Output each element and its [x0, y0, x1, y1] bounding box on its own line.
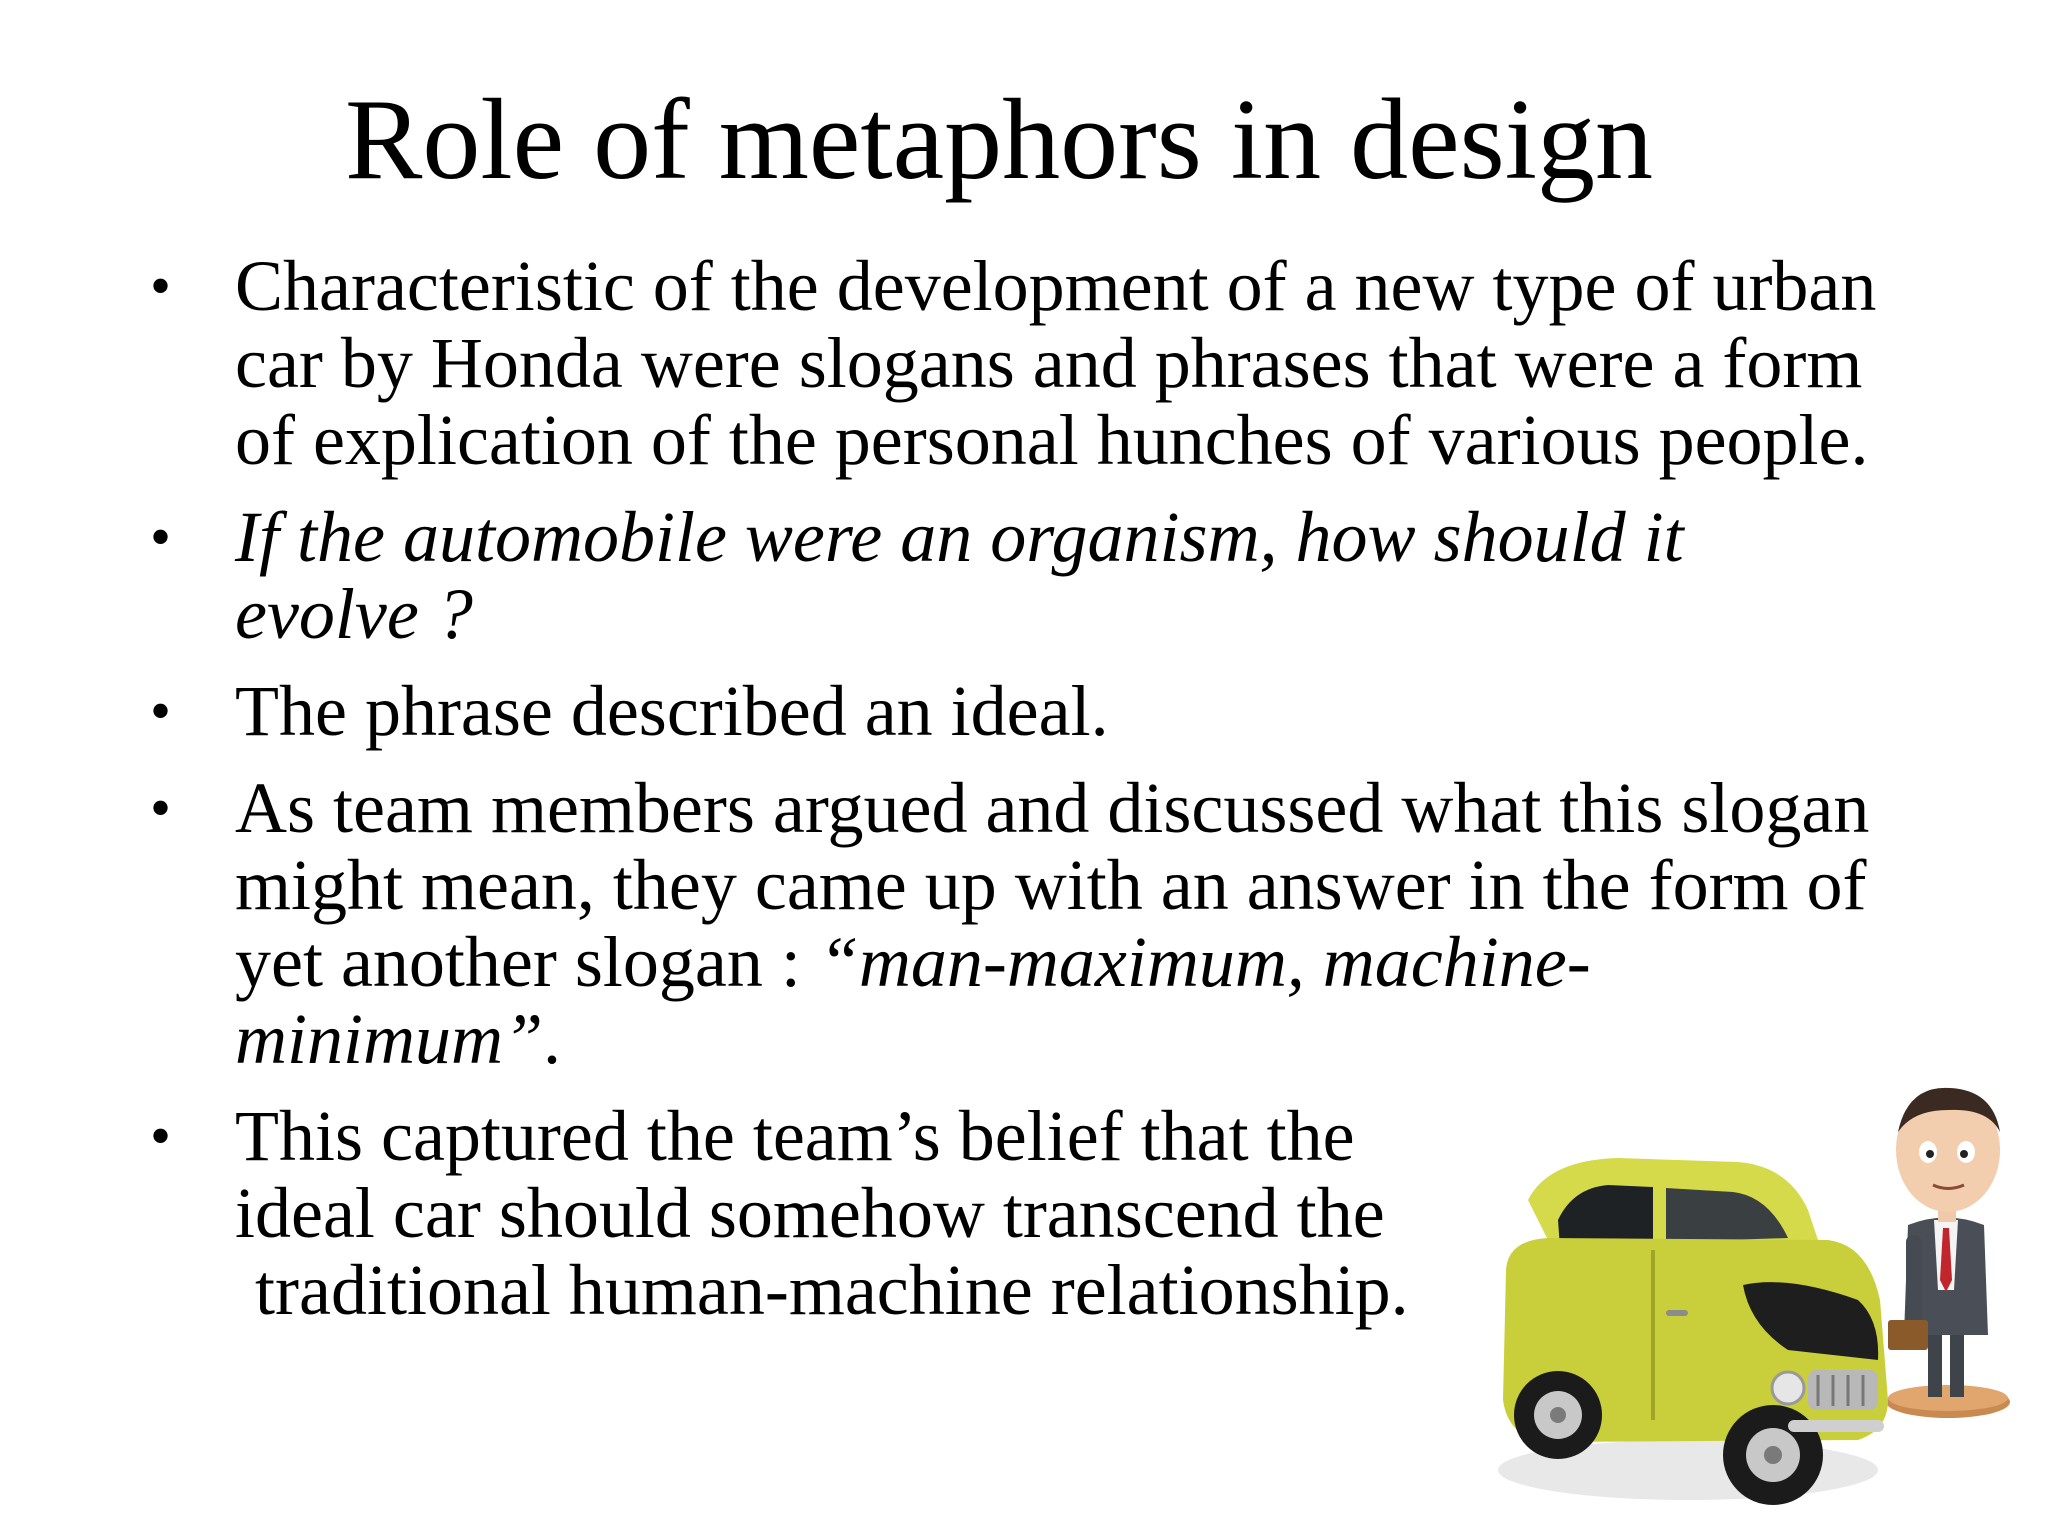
- bullet-line: car by Honda were slogans and phrases that were a form: [235, 323, 1863, 403]
- line-text: .: [543, 999, 562, 1079]
- bullet-item: [150, 673, 2030, 750]
- bullet-line: traditional human-machine relationship.: [255, 1250, 1409, 1330]
- bullet-line: This captured the team’s belief that the: [235, 1096, 1355, 1176]
- line-text: yet another slogan :: [235, 922, 819, 1002]
- bullet-line-mixed: [235, 924, 2030, 1001]
- slogan-text: minimum”: [235, 999, 544, 1079]
- bullet-line: ideal car should somehow transcend the: [235, 1173, 1385, 1253]
- bullet-dot: •: [150, 504, 172, 570]
- toy-car-and-figure-icon: [1488, 1070, 2048, 1536]
- bullet-line: The phrase described an ideal.: [235, 671, 1109, 751]
- bullet-line: might mean, they came up with an answer in the form of: [235, 845, 1867, 925]
- bullet-line: Characteristic of the development of a new type of urban: [235, 246, 1877, 326]
- bullet-dot: •: [150, 678, 172, 744]
- bullet-dot: •: [150, 253, 172, 319]
- slide-title: Role of metaphors in design: [344, 76, 1653, 204]
- bullet-dot: •: [150, 1103, 172, 1169]
- bullet-item: [150, 770, 2030, 1078]
- bullet-line: of explication of the personal hunches of various people.: [235, 400, 1869, 480]
- bullet-line: evolve ?: [235, 574, 473, 654]
- bullet-line: If the automobile were an organism, how should it: [235, 497, 1684, 577]
- bullet-item: [150, 499, 2030, 653]
- bullet-dot: •: [150, 775, 172, 841]
- bullet-line-mixed: [235, 1001, 2030, 1078]
- bullet-item: [150, 248, 2030, 479]
- slogan-text: “man-maximum, machine-: [818, 922, 1591, 1002]
- bullet-line: As team members argued and discussed what this slogan: [235, 768, 1870, 848]
